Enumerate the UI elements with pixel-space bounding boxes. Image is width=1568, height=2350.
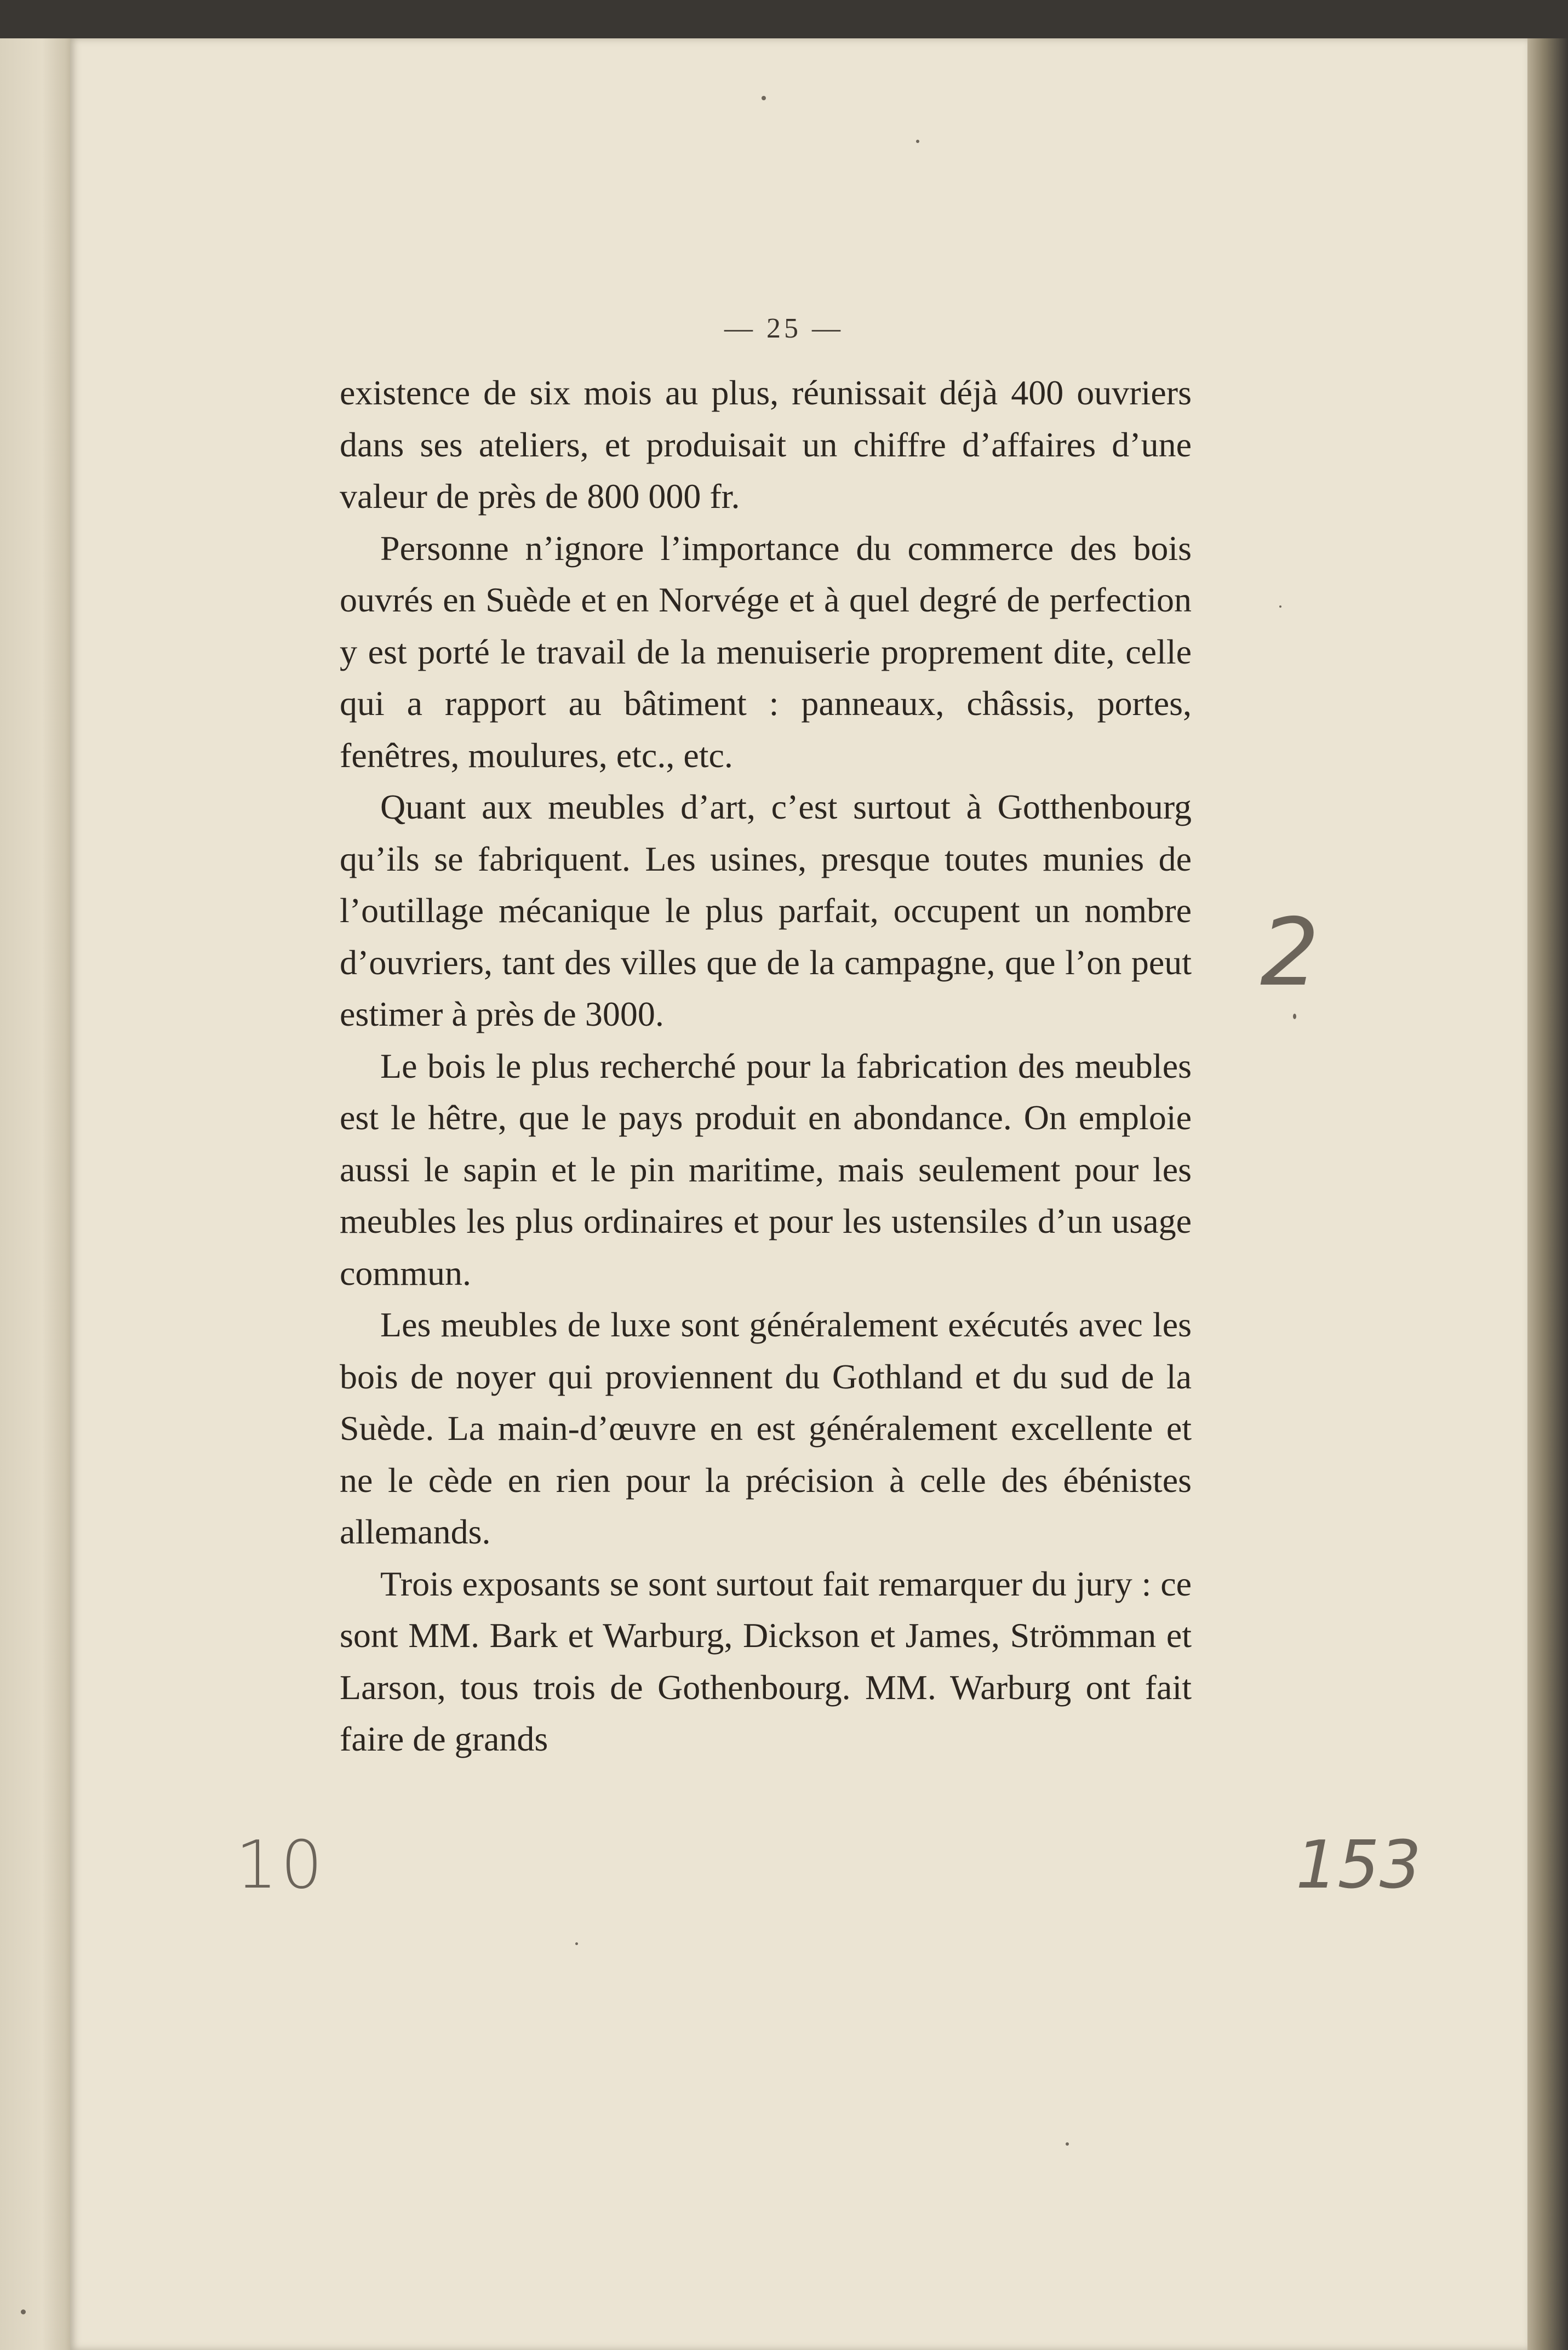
paragraph-4: Le bois le plus recherché pour la fabrication des meubles est le hêtre, que le pays produit en abondance. On emploie aussi le sapin et le pin maritime, mais seulement pour les meubles les plus ordinaires et pour les ustensiles d’un usage commun. bbox=[340, 1046, 1192, 1293]
page-edge-shadow bbox=[1527, 38, 1568, 2350]
paper-speck bbox=[1066, 2142, 1069, 2146]
paragraph-2: Personne n’ignore l’importance du commerce des bois ouvrés en Suède et en Norvége et à quel degré de perfection y est porté le travail de la menuiserie proprement dite, celle qui a rapport au bâtiment : panneaux, châssis, portes, fenêtres, moulures, etc., etc. bbox=[340, 528, 1192, 775]
paragraph-3: Quant aux meubles d’art, c’est surtout à Gotthenbourg qu’ils se fabriquent. Les usines, presque toutes munies de l’outillage mécanique le plus parfait, occupent un nombre d’ouvriers, tant des villes que de la campagne, que l’on peut estimer à près de 3000. bbox=[340, 787, 1192, 1033]
handwritten-annotation-left: 10 bbox=[236, 1827, 326, 1903]
paragraph-5: Les meubles de luxe sont généralement exécutés avec les bois de noyer qui proviennent du Gothland et du sud de la Suède. La main-d’œuvre en est généralement excellente et ne le cède en rien pour la précision à celle des ébénistes allemands. bbox=[340, 1305, 1192, 1551]
paper-speck bbox=[916, 140, 919, 143]
paper-speck bbox=[575, 1942, 578, 1945]
paragraph-1: existence de six mois au plus, réunissait déjà 400 ouvriers dans ses ateliers, et produisait un chiffre d’affaires d’une valeur de près de 800 000 fr. bbox=[340, 373, 1192, 516]
page-number: — 25 — bbox=[724, 313, 844, 344]
body-text bbox=[340, 367, 1192, 1765]
paper-speck bbox=[1293, 1014, 1296, 1019]
paper-speck bbox=[21, 2309, 26, 2314]
handwritten-mark-right: 2 bbox=[1260, 899, 1320, 1007]
paper-speck bbox=[1279, 605, 1281, 608]
paper-speck bbox=[762, 96, 766, 100]
paragraph-6: Trois exposants se sont surtout fait remarquer du jury : ce sont MM. Bark et Warburg, Dickson et James, Strömman et Larson, tous trois de Gothenbourg. MM. Warburg ont fait faire de grands bbox=[340, 1564, 1192, 1758]
handwritten-annotation-right: 153 bbox=[1296, 1827, 1422, 1903]
book-spine-strip bbox=[0, 38, 77, 2350]
